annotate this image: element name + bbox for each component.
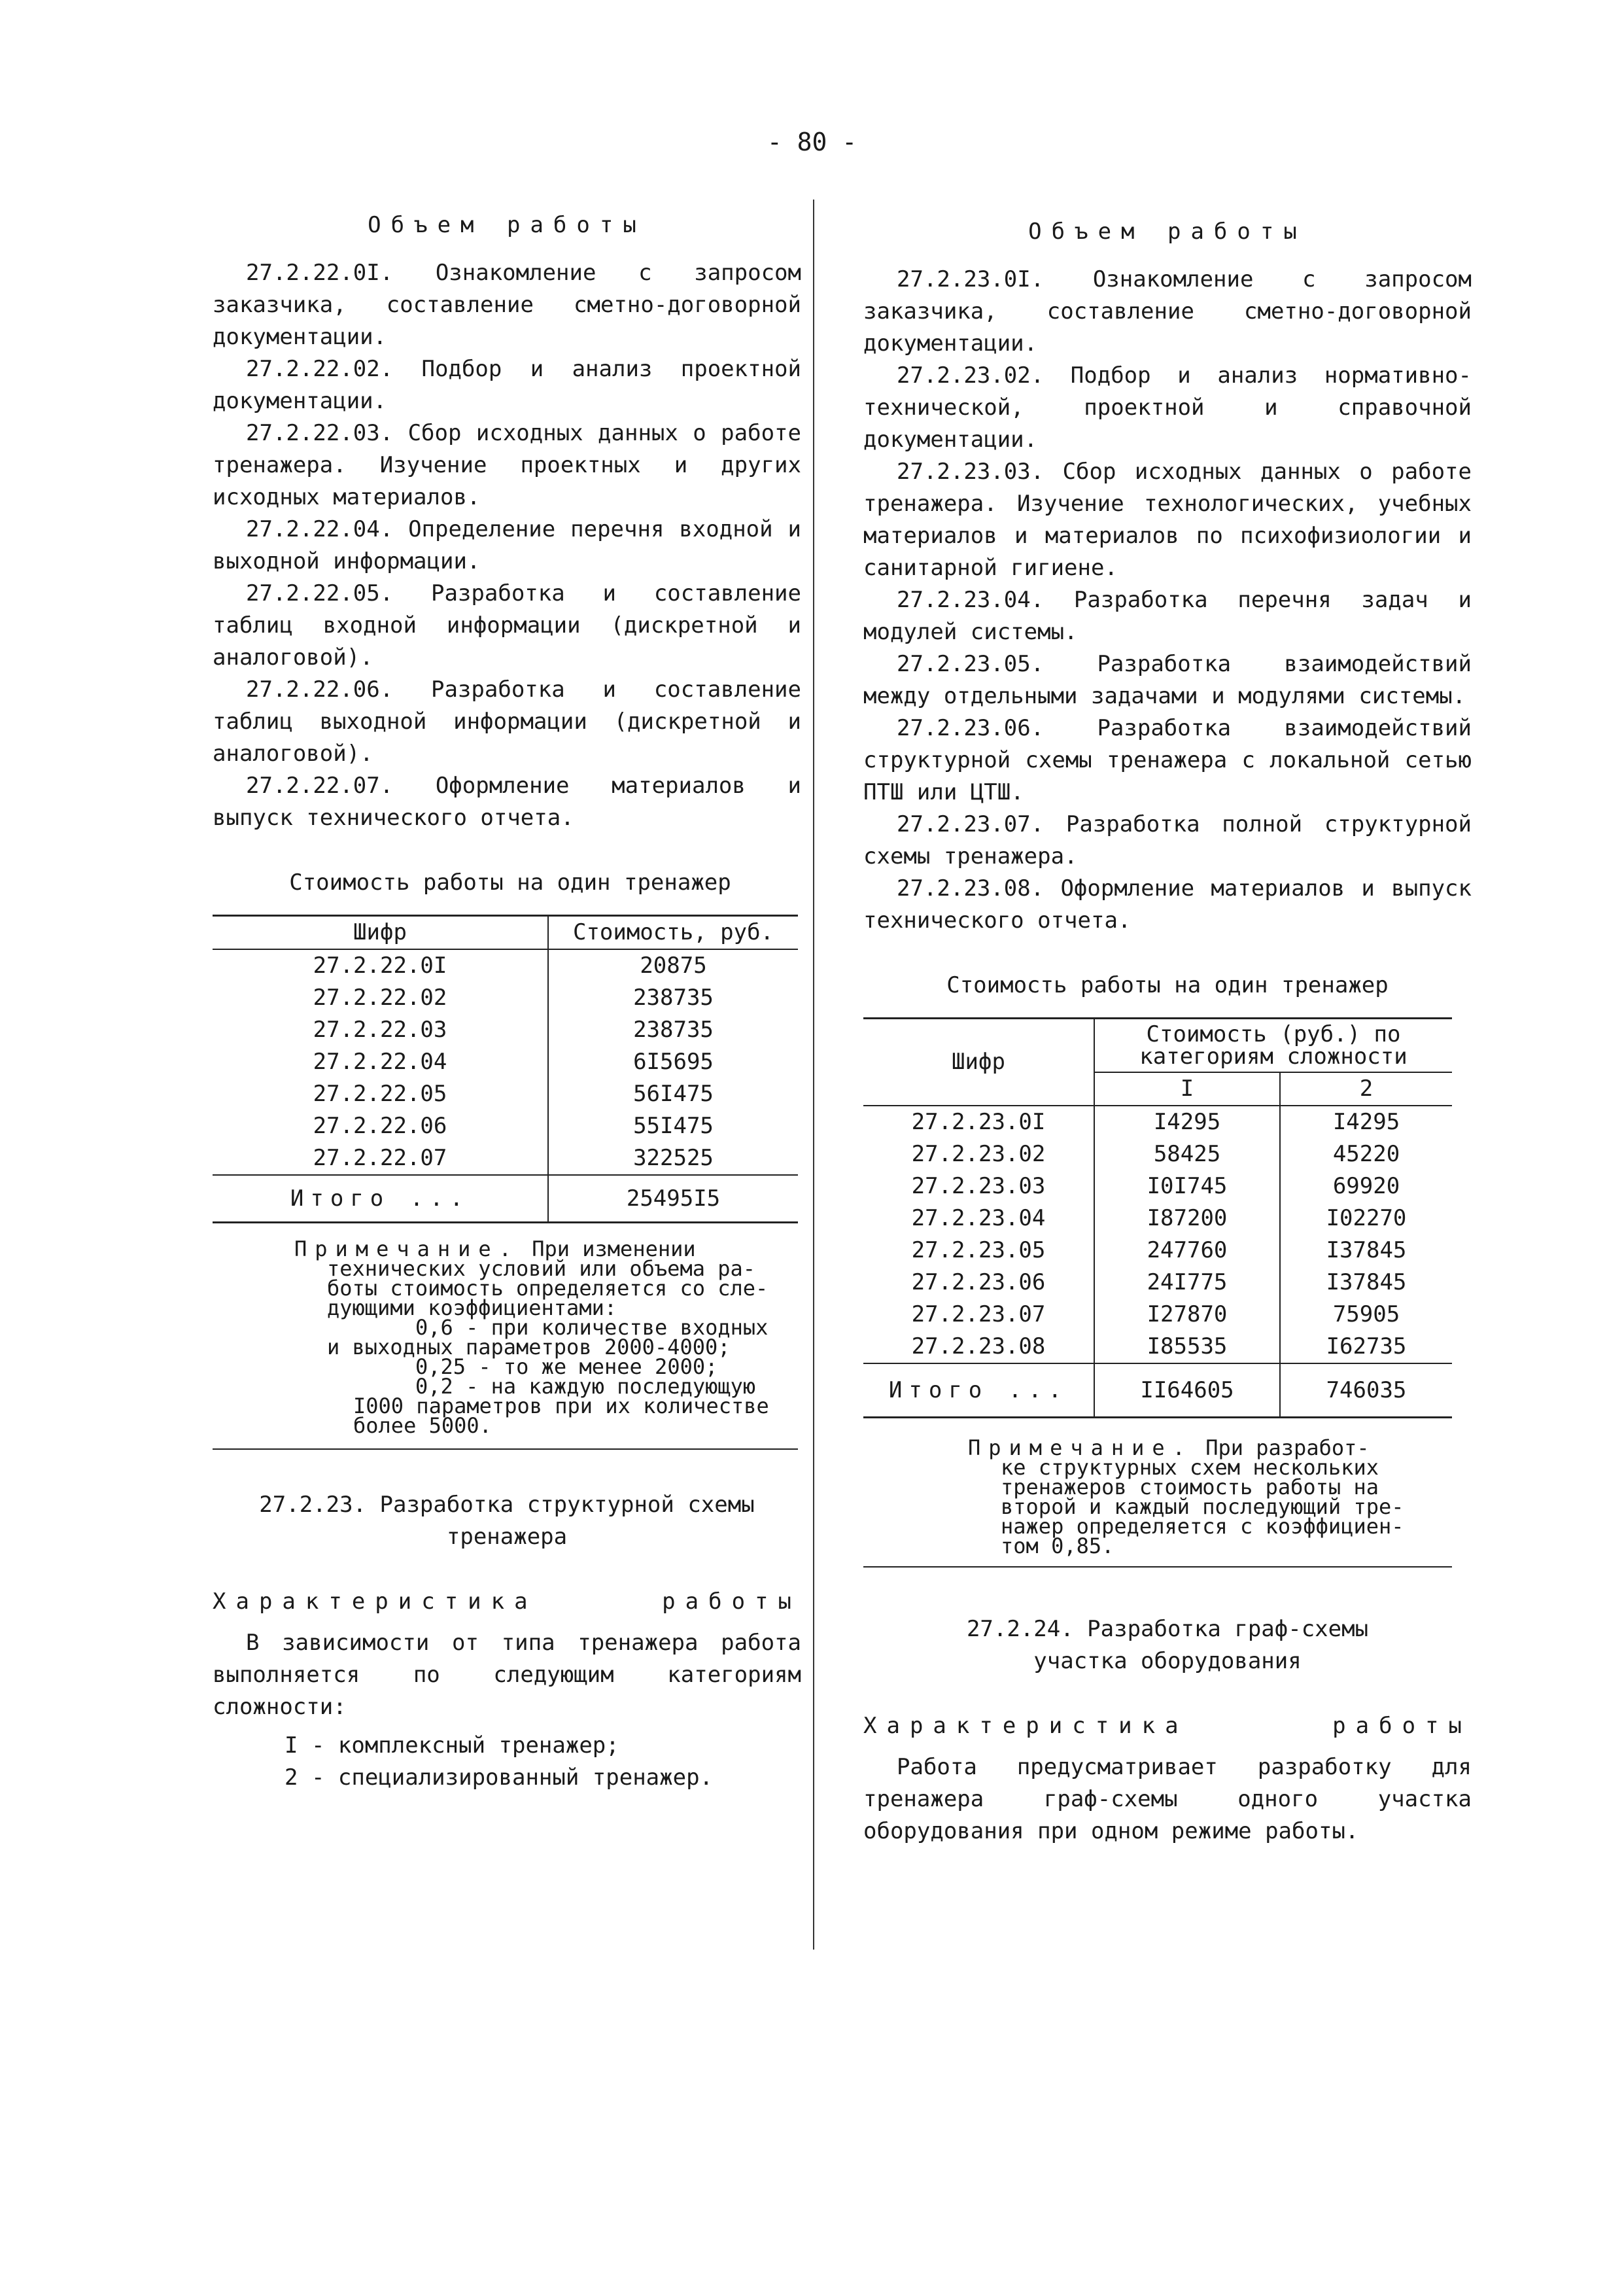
note-line: технических условий или объема ра- (327, 1256, 756, 1281)
left-th-cost: Стоимость, руб. (572, 919, 774, 945)
right-total-c1: II64605 (1094, 1363, 1280, 1418)
heading-word: работы (662, 1588, 801, 1615)
left-total-value: 25495I5 (626, 1185, 721, 1212)
note-line: При изменении (532, 1236, 696, 1261)
left-scope-item: 27.2.22.07. Оформление материалов и выпуск технического отчета. (213, 773, 801, 831)
table-cell: 27.2.22.06 (213, 1110, 548, 1142)
table-row (213, 1078, 798, 1110)
note-line: нажер определяется с коэффициен- (1001, 1514, 1404, 1539)
right-scope-item: 27.2.23.02. Подбор и анализ нормативно-технической, проектной и справочной документации. (863, 362, 1472, 453)
table-cell: 69920 (1332, 1173, 1400, 1199)
note-line: При разработ- (1205, 1435, 1370, 1460)
table-cell: 322525 (633, 1145, 714, 1171)
left-char-heading (213, 1586, 801, 1618)
table-row (213, 949, 798, 982)
heading-word: Характеристика (863, 1713, 1188, 1739)
table-cell: I27870 (1094, 1299, 1280, 1331)
table-cell: I4295 (1094, 1106, 1280, 1138)
table-cell: 75905 (1332, 1301, 1400, 1327)
table-cell: 27.2.23.0I (863, 1106, 1094, 1138)
left-total-label: Итого ... (213, 1175, 548, 1223)
table-cell: 27.2.23.08 (863, 1331, 1094, 1363)
table-cell: 27.2.23.04 (863, 1202, 1094, 1235)
note-line: и выходных параметров 2000-4000; (327, 1335, 731, 1359)
table-cell: 238735 (633, 985, 714, 1011)
left-scope-item: 27.2.22.05. Разработка и составление таблиц входной информации (дискретной и аналоговой). (213, 580, 801, 671)
table-cell: I4295 (1332, 1109, 1400, 1135)
table-cell: 6I5695 (633, 1049, 714, 1075)
table-cell: 27.2.23.06 (863, 1267, 1094, 1299)
table-cell: 24I775 (1094, 1267, 1280, 1299)
right-th-cat2: 2 (1359, 1076, 1373, 1102)
note-line: 0,6 - при количестве входных (415, 1315, 769, 1340)
table-cell: 56I475 (633, 1081, 714, 1107)
left-scope-item: 27.2.22.03. Сбор исходных данных о работе тренажера. Изучение проектных и других исходных материалов. (213, 420, 801, 510)
right-scope-item: 27.2.23.04. Разработка перечня задач и модулей системы. (863, 587, 1472, 645)
table-cell: 27.2.22.05 (213, 1078, 548, 1110)
table-cell: I0I745 (1094, 1170, 1280, 1202)
left-char-text: В зависимости от типа тренажера работа выполняется по следующим категориям сложности: (213, 1630, 801, 1720)
table-row (213, 1014, 798, 1046)
table-total-row (863, 1363, 1452, 1418)
table-row (213, 1046, 798, 1078)
table-cell: 247760 (1094, 1235, 1280, 1267)
note-line: дующими коэффициентами: (327, 1295, 617, 1320)
right-cost-table (863, 1017, 1452, 1418)
right-th-code: Шифр (863, 1019, 1094, 1106)
left-scope-item: 27.2.22.04. Определение перечня входной и выходной информации. (213, 516, 801, 574)
right-char-text: Работа предусматривает разработку для тренажера граф-схемы одного участка оборудования при одном режиме работы. (863, 1754, 1472, 1844)
table-row (863, 1138, 1452, 1170)
left-cost-title: Стоимость работы на один тренажер (289, 869, 731, 896)
left-note (213, 1236, 801, 1438)
left-section-title: 27.2.23. Разработка структурной схемы (259, 1492, 755, 1518)
note-line: том 0,85. (1001, 1533, 1114, 1558)
table-cell: I37845 (1326, 1237, 1407, 1263)
right-scope-item: 27.2.23.05. Разработка взаимодействий между отдельными задачами и модулями системы. (863, 651, 1472, 709)
table-cell: I62735 (1326, 1333, 1407, 1359)
table-cell: 27.2.23.03 (863, 1170, 1094, 1202)
right-section-title-2: участка оборудования (1033, 1648, 1302, 1674)
table-cell: 20875 (640, 953, 707, 979)
right-th-cat1: I (1094, 1072, 1280, 1106)
table-cell: I87200 (1094, 1202, 1280, 1235)
note-line: I000 параметров при их количестве (353, 1393, 769, 1418)
left-section-title-2: тренажера (446, 1524, 568, 1550)
left-th-code: Шифр (213, 916, 548, 950)
right-scope-item: 27.2.23.07. Разработка полной структурной схемы тренажера. (863, 811, 1472, 869)
right-section-title: 27.2.24. Разработка граф-схемы (966, 1616, 1369, 1642)
right-note (863, 1435, 1472, 1558)
table-cell: 45220 (1332, 1141, 1400, 1167)
note-line: второй и каждый последующий тре- (1001, 1494, 1404, 1519)
note-line: более 5000. (353, 1413, 492, 1438)
left-scope-item: 27.2.22.06. Разработка и составление таблиц выходной информации (дискретной и аналоговой). (213, 676, 801, 767)
right-total-label: Итого ... (863, 1363, 1094, 1418)
table-cell: 27.2.22.02 (213, 982, 548, 1014)
table-row (863, 1299, 1452, 1331)
table-row (213, 982, 798, 1014)
heading-word: работы (1332, 1713, 1472, 1739)
table-row (863, 1267, 1452, 1299)
table-cell: 27.2.22.07 (213, 1142, 548, 1175)
table-cell: I02270 (1326, 1205, 1407, 1231)
table-cell: I37845 (1326, 1269, 1407, 1295)
right-note-lead: Примечание. (968, 1435, 1193, 1460)
table-row (863, 1106, 1452, 1138)
right-scope-heading: Объем работы (1028, 219, 1307, 245)
heading-word: Характеристика (213, 1588, 538, 1615)
note-line: 0,2 - на каждую последующую (415, 1374, 756, 1399)
left-category-2: 2 - специализированный тренажер. (285, 1764, 714, 1791)
right-th-cost: Стоимость (руб.) по категориям сложности (1094, 1019, 1452, 1073)
left-cost-table (213, 915, 798, 1223)
right-scope-item: 27.2.23.0I. Ознакомление с запросом заказчика, составление сметно-договорной документации. (863, 266, 1472, 357)
note-line: тренажеров стоимость работы на (1001, 1475, 1379, 1499)
note-line: боты стоимость определяется со сле- (327, 1276, 769, 1301)
right-cost-title: Стоимость работы на один тренажер (946, 972, 1389, 998)
right-scope-item: 27.2.23.03. Сбор исходных данных о работе тренажера. Изучение технологических, учебных материалов и материалов по психофизиологии и санитарной гигиене. (863, 459, 1472, 581)
table-cell: 27.2.23.02 (863, 1138, 1094, 1170)
table-cell: 58425 (1094, 1138, 1280, 1170)
table-total-row (213, 1175, 798, 1223)
table-row (863, 1235, 1452, 1267)
table-row (863, 1331, 1452, 1363)
left-note-lead: Примечание. (294, 1236, 519, 1261)
table-cell: 27.2.23.07 (863, 1299, 1094, 1331)
column-divider (813, 200, 814, 1950)
right-column (863, 216, 1472, 1848)
table-row (213, 1110, 798, 1142)
left-scope-item: 27.2.22.02. Подбор и анализ проектной документации. (213, 356, 801, 414)
right-scope-item: 27.2.23.06. Разработка взаимодействий структурной схемы тренажера с локальной сетью ПТШ или ЦТШ. (863, 715, 1472, 805)
table-cell: 27.2.23.05 (863, 1235, 1094, 1267)
table-cell: 27.2.22.04 (213, 1046, 548, 1078)
table-cell: 238735 (633, 1017, 714, 1043)
right-scope-item: 27.2.23.08. Оформление материалов и выпуск технического отчета. (863, 875, 1472, 934)
left-category-1: I - комплексный тренажер; (285, 1732, 619, 1759)
table-row (213, 1142, 798, 1175)
note-line: ке структурных схем нескольких (1001, 1455, 1379, 1480)
left-scope-heading: Объем работы (368, 212, 646, 238)
table-row (863, 1202, 1452, 1235)
table-cell: 27.2.22.03 (213, 1014, 548, 1046)
note-line: 0,25 - то же менее 2000; (415, 1354, 718, 1379)
page-number: - 80 - (767, 128, 857, 156)
right-total-c2: 746035 (1326, 1376, 1407, 1403)
table-cell: 55I475 (633, 1113, 714, 1139)
left-column (213, 209, 801, 1794)
left-scope-item: 27.2.22.0I. Ознакомление с запросом заказчика, составление сметно-договорной документации. (213, 260, 801, 350)
table-cell: I85535 (1094, 1331, 1280, 1363)
table-cell: 27.2.22.0I (213, 949, 548, 982)
right-char-heading (863, 1710, 1472, 1742)
table-row (863, 1170, 1452, 1202)
